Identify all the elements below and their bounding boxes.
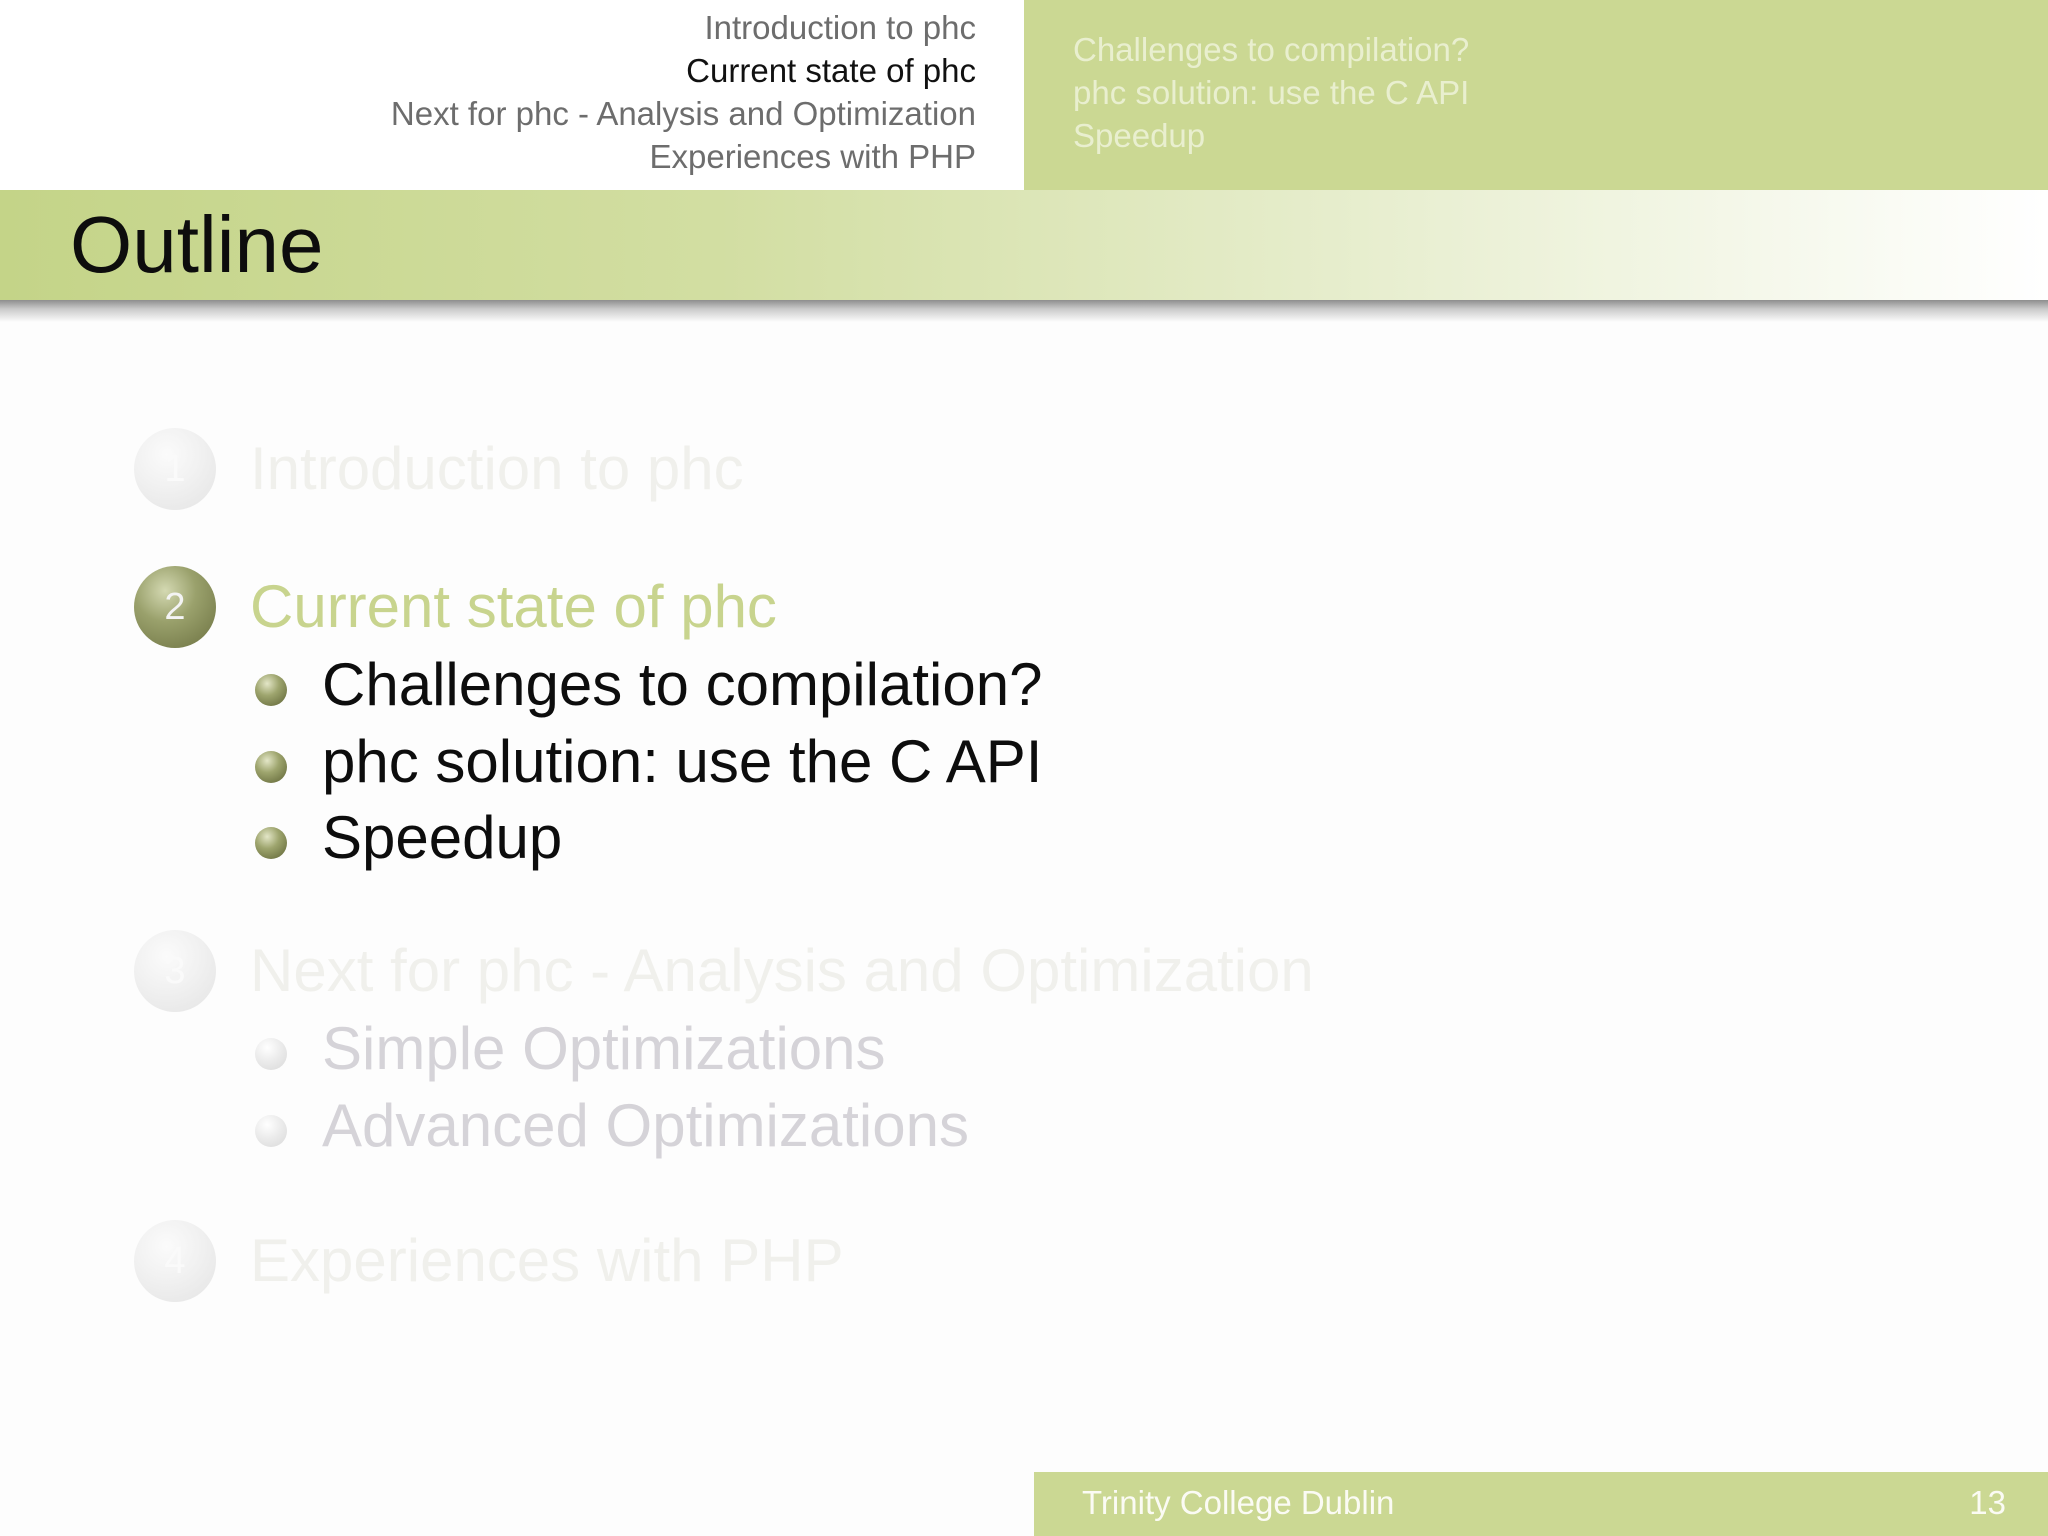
section-number: 2	[164, 585, 186, 628]
nav-section-current-state[interactable]: Current state of phc	[686, 52, 976, 89]
section-list	[391, 6, 976, 178]
list-item	[0, 803, 1400, 879]
nav-section-next-for-phc[interactable]: Next for phc - Analysis and Optimization	[390, 95, 976, 132]
subsection-navigation	[1024, 0, 2048, 190]
nav-section-introduction[interactable]: Introduction to phc	[704, 9, 976, 46]
list-item	[0, 650, 1400, 726]
nav-subsection-challenges[interactable]: Challenges to compilation?	[1073, 31, 1470, 68]
subsection-label[interactable]: Challenges to compilation?	[322, 651, 1043, 718]
subsection-list	[1073, 28, 1469, 157]
list-item	[0, 1091, 1400, 1167]
section-number-ball	[134, 1220, 216, 1302]
bullet-icon	[255, 1115, 287, 1147]
section-title[interactable]: Current state of phc	[250, 573, 777, 640]
list-item	[0, 727, 1400, 803]
section-number-ball	[134, 930, 216, 1012]
list-item	[0, 1014, 1400, 1090]
subsection-label[interactable]: phc solution: use the C API	[322, 728, 1043, 795]
subsection-label[interactable]: Advanced Optimizations	[322, 1092, 969, 1159]
nav-subsection-c-api[interactable]: phc solution: use the C API	[1073, 74, 1470, 111]
frame-title: Outline	[70, 200, 324, 289]
nav-section-experiences[interactable]: Experiences with PHP	[649, 138, 976, 175]
section-number-ball	[134, 428, 216, 510]
bullet-icon	[255, 674, 287, 706]
footer	[1034, 1472, 2048, 1536]
bullet-icon	[255, 827, 287, 859]
section-number-ball	[134, 566, 216, 648]
section-title[interactable]: Next for phc - Analysis and Optimization	[250, 937, 1314, 1004]
bullet-icon	[255, 1038, 287, 1070]
subsection-label[interactable]: Speedup	[322, 804, 563, 871]
section-number: 3	[164, 949, 186, 992]
footer-institution: Trinity College Dublin	[1082, 1484, 1395, 1521]
section-number: 4	[164, 1239, 186, 1282]
subsection-label[interactable]: Simple Optimizations	[322, 1015, 886, 1082]
title-bar-shadow	[0, 300, 2048, 322]
page-number: 13	[1969, 1484, 2006, 1521]
bullet-icon	[255, 751, 287, 783]
nav-subsection-speedup[interactable]: Speedup	[1073, 117, 1206, 154]
section-number: 1	[164, 447, 186, 490]
section-title[interactable]: Experiences with PHP	[250, 1227, 844, 1294]
section-navigation	[0, 0, 1024, 190]
section-title[interactable]: Introduction to phc	[250, 435, 744, 502]
